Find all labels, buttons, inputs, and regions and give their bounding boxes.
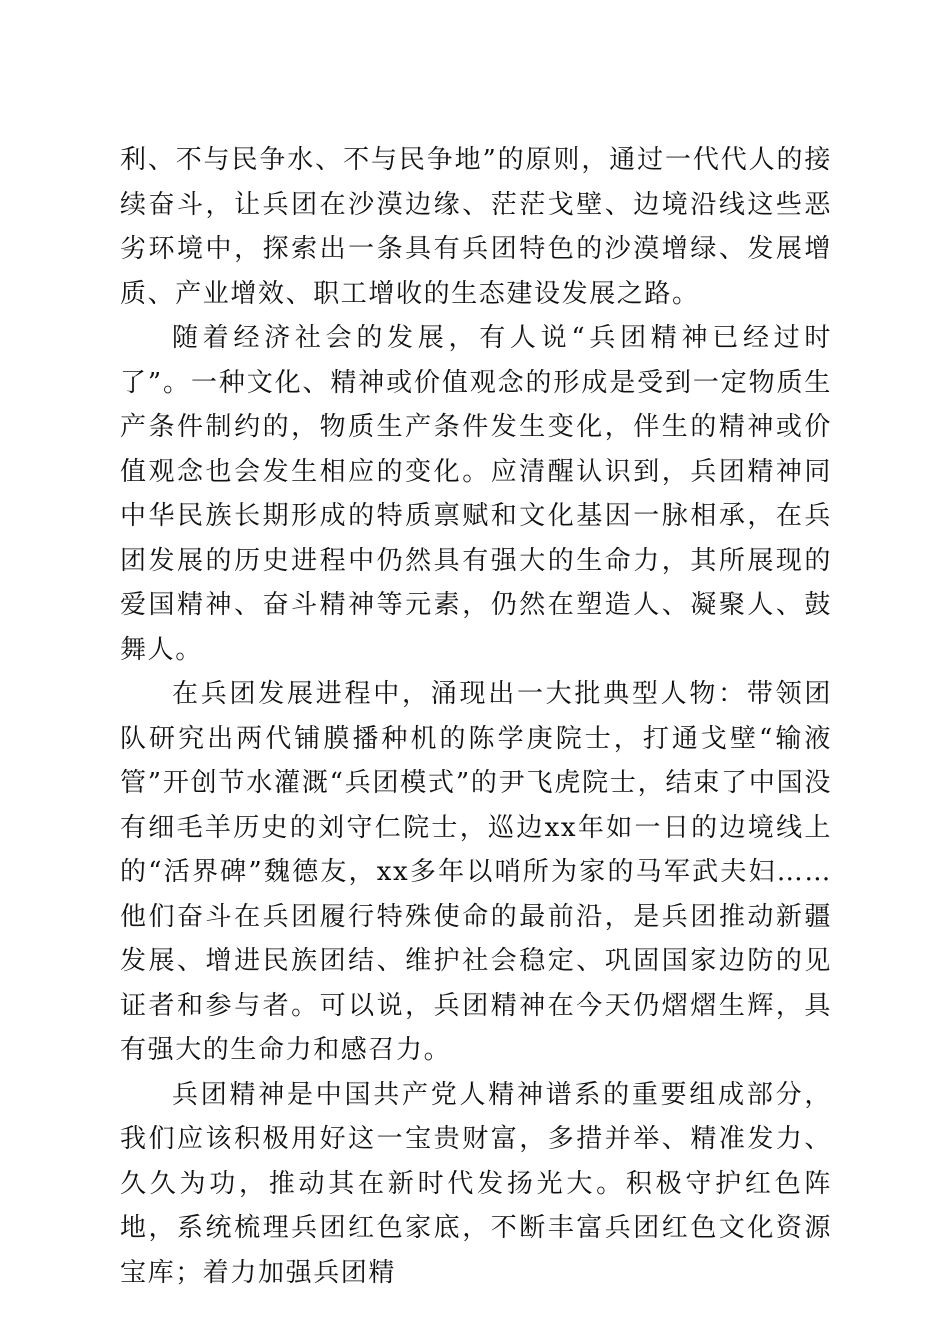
document-body [120, 138, 832, 1295]
paragraph-continued: 利、不与民争水、不与民争地”的原则，通过一代代人的接续奋斗，让兵团在沙漠边缘、茫茫戈壁、边境沿线这些恶劣环境中，探索出一条具有兵团特色的沙漠增绿、发展增质、产业增效、职工增收的生态建设发展之路。 [120, 145, 832, 309]
paragraph: 在兵团发展进程中，涌现出一大批典型人物：带领团队研究出两代铺膜播种机的陈学庚院士，打通戈壁“输液管”开创节水灌溉“兵团模式”的尹飞虎院士，结束了中国没有细毛羊历史的刘守仁院士，巡边xx年如一日的边境线上的“活界碑”魏德友，xx多年以哨所为家的马军武夫妇……他们奋斗在兵团履行特殊使命的最前沿，是兵团推动新疆发展、增进民族团结、维护社会稳定、巩固国家边防的见证者和参与者。可以说，兵团精神在今天仍熠熠生辉，具有强大的生命力和感召力。 [120, 679, 832, 1065]
paragraph: 随着经济社会的发展，有人说“兵团精神已经过时了”。一种文化、精神或价值观念的形成是受到一定物质生产条件制约的，物质生产条件发生变化，伴生的精神或价值观念也会发生相应的变化。应清醒认识到，兵团精神同中华民族长期形成的特质禀赋和文化基因一脉相承，在兵团发展的历史进程中仍然具有强大的生命力，其所展现的爱国精神、奋斗精神等元素，仍然在塑造人、凝聚人、鼓舞人。 [120, 323, 832, 665]
paragraph: 兵团精神是中国共产党人精神谱系的重要组成部分，我们应该积极用好这一宝贵财富，多措并举、精准发力、久久为功，推动其在新时代发扬光大。积极守护红色阵地，系统梳理兵团红色家底，不断丰富兵团红色文化资源宝库；着力加强兵团精 [120, 1079, 832, 1288]
